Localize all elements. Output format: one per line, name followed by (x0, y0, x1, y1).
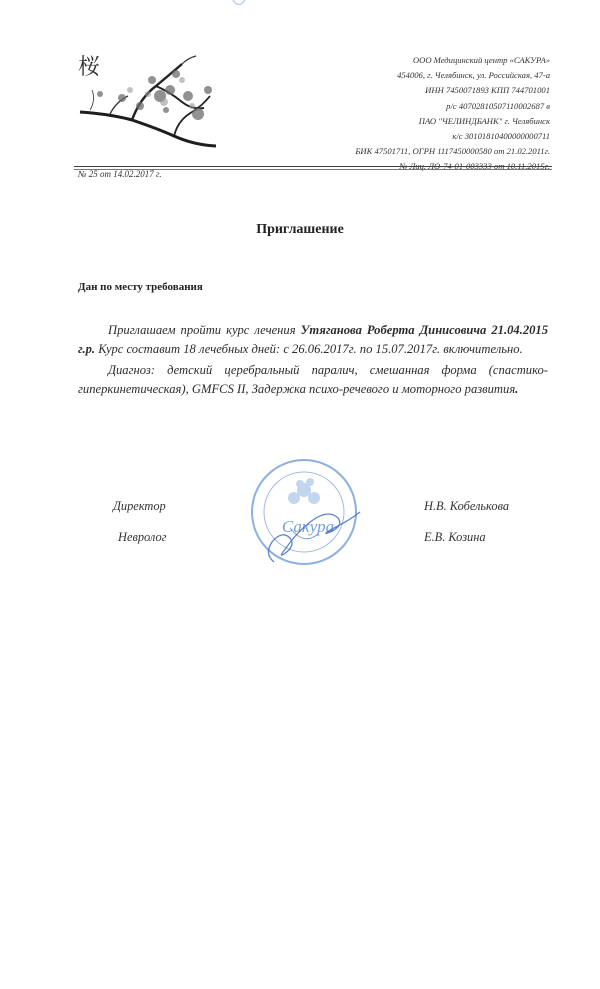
company-license: № Лиц. ЛО-74-01-003333 от 10.11.2015г. (399, 161, 550, 172)
document-number: № 25 (78, 169, 98, 179)
company-address: 454006, г. Челябинск, ул. Российская, 47-а (397, 70, 550, 81)
company-name: ООО Медицинский центр «САКУРА» (412, 55, 550, 65)
neurologist-name: Е.В. Козина (424, 530, 486, 544)
header-divider (74, 166, 552, 167)
logo-glyph: 桜 (78, 54, 101, 79)
patient-birth-date: 21.04.2015 г.р. (78, 323, 549, 356)
director-role: Директор (113, 499, 166, 513)
handwritten-signature (260, 488, 370, 568)
document-reference (78, 169, 162, 179)
letter-body (78, 321, 548, 398)
company-bank: ПАО "ЧЕЛИНДБАНК" г. Челябинск (418, 115, 550, 126)
director-name: Н.В. Кобелькова (424, 499, 510, 513)
company-corr-account: к/с 30101810400000000711 (452, 131, 550, 142)
company-inn: ИНН 7450071893 КПП 744701001 (425, 85, 550, 96)
scan-mark (232, 0, 246, 8)
addressee: Дан по месту требования (78, 281, 203, 293)
stamp-text: Сакура (281, 517, 335, 536)
company-bik: БИК 47501711, ОГРН 1117450000580 от 21.02.2011г. (355, 146, 550, 157)
sakura-logo (70, 50, 220, 150)
diagnosis-paragraph: Диагноз: детский церебральный паралич, смешанная форма (спастико-гиперкинетическая), GMFCS II, Задержка психо-речевого и моторного развития. (78, 363, 548, 396)
invitation-paragraph: Приглашаем пройти курс лечения Утяганова Роберта Динисовича 21.04.2015 г.р. Курс составит 18 лечебных дней: с 26.06.2017г. по 15.07.2017г. включительно. (78, 323, 549, 356)
neurologist-role: Невролог (118, 530, 167, 544)
company-requisites (250, 53, 550, 175)
document-title: Приглашение (256, 222, 344, 237)
document-date: от 14.02.2017 г. (100, 169, 162, 179)
company-account: р/с 40702810507110002687 в (446, 100, 550, 111)
patient-name: Утяганова Роберта Динисовича (300, 323, 487, 337)
